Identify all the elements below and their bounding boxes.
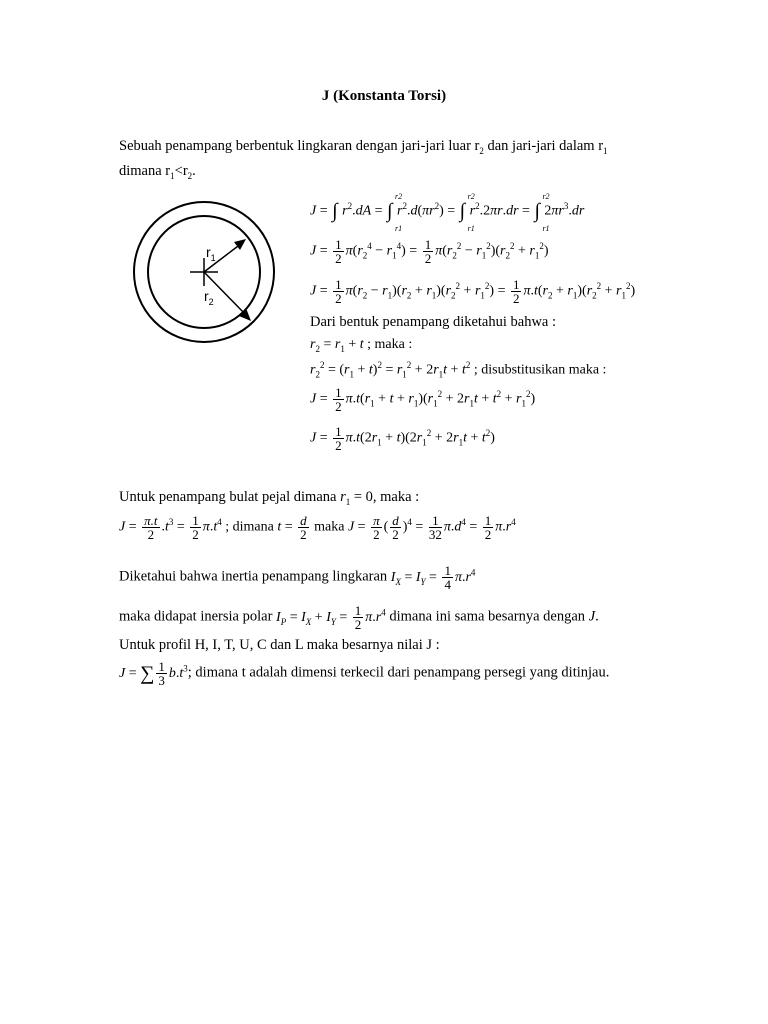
polar-line: maka didapat inersia polar $I_P = I_X + I_Y$ = $\frac{1}{2}$ $\pi.r^4$ dimana ini sama besarnya dengan J.	[119, 603, 599, 632]
equation-7: J = $\frac{1}{2}$ $\pi.t(2r_1 + t)(2r_1^2 + 2r_1t + t^2)$	[310, 424, 495, 453]
equation-4: $r_2 = r_1 + t$ ; maka :	[310, 337, 413, 354]
equation-3: J = $\frac{1}{2}$ $\pi(r_2 - r_1)(r_2 + r_1)(r_2^2 + r_1^2)$ = $\frac{1}{2}$ $\pi.t(r_2 + r_1)(r_2^2 + r_1^2)$	[310, 277, 636, 306]
profile-equation: J = ∑ $\frac{1}{3}$ $b.t^3$; dimana t adalah dimensi terkecil dari penampang persegi yang ditinjau.	[119, 659, 610, 688]
intro-line-2: dimana $r_1<r_2$.	[119, 163, 196, 181]
r2-label: $r_2$	[204, 288, 214, 307]
equation-5: $r_2^2 = (r_1 + t)^2 = r_1^2 + 2r_1t + t^2$ ; disubstitusikan maka :	[310, 360, 607, 380]
r2-arrow-line	[204, 272, 246, 315]
equation-1: J = ∫ $r^2.dA$ = ∫ r2 r1 $r^2.d(\pi r^2)$ = ∫ r2 r1 $r^2.2\pi r.dr$ = ∫ r2 r1 $2\pi r^3.dr$	[310, 192, 585, 233]
equation-6: J = $\frac{1}{2}$ $\pi.t(r_1 + t + r_1)(r_1^2 + 2r_1t + t^2 + r_1^2)$	[310, 385, 536, 414]
known-text: Dari bentuk penampang diketahui bahwa :	[310, 314, 557, 330]
intro-line-1: Sebuah penampang berbentuk lingkaran dengan jari-jari luar $r_2$ dan jari-jari dalam $r_1$	[119, 138, 608, 156]
solid-equation: J = $\frac{\pi.t}{2}$ $.t^3$ = $\frac{1}{2}$ $\pi.t^4$ ; dimana t = $\frac{d}{2}$ maka J = $\frac{\pi}{2}$ ( $\frac{d}{2}$ )$^4$ = $\frac{1}{32}$ $\pi.d^4$ = $\frac{1}{2}$ $\pi.r^4$	[119, 513, 516, 542]
equation-2: J = $\frac{1}{2}$ $\pi(r_2^4 - r_1^4)$ = $\frac{1}{2}$ $\pi(r_2^2 - r_1^2)(r_2^2 + r_1^2)$	[310, 237, 549, 266]
page-title: J (Konstanta Torsi)	[321, 88, 447, 104]
inertia-line: Diketahui bahwa inertia penampang lingkaran $I_X = I_Y$ = $\frac{1}{4}$ $\pi.r^4$	[119, 563, 476, 592]
solid-text: Untuk penampang bulat pejal dimana $r_1 = 0$, maka :	[119, 489, 420, 507]
annulus-diagram	[118, 195, 288, 345]
profile-text: Untuk profil H, I, T, U, C dan L maka besarnya nilai J :	[119, 637, 440, 653]
r1-label: $r_1$	[206, 244, 216, 263]
